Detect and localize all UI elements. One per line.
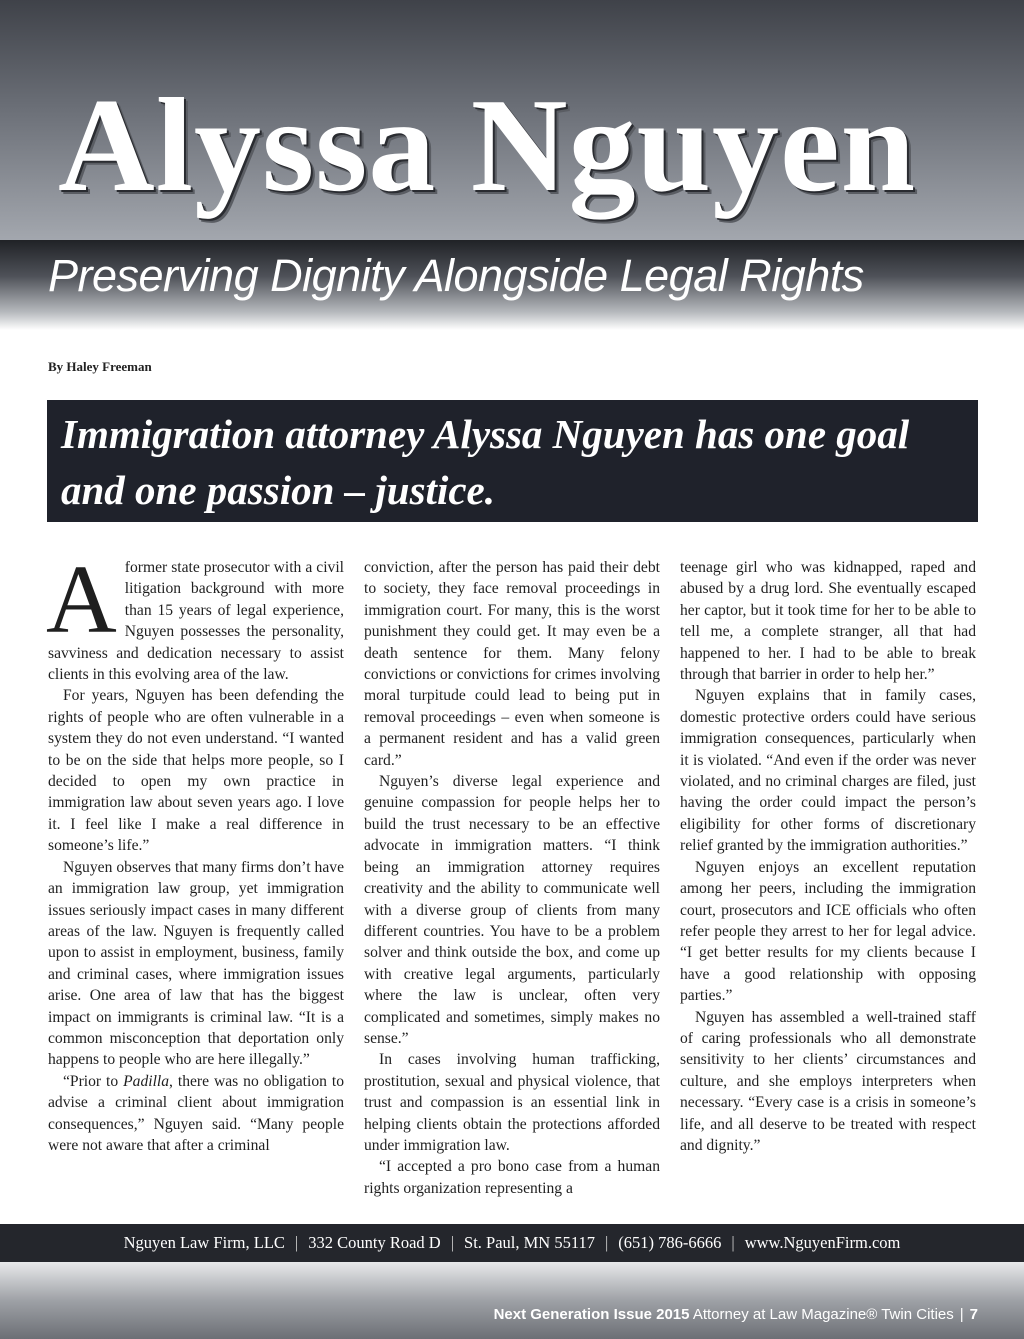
contact-footer — [0, 1224, 1024, 1262]
paragraph — [48, 1071, 344, 1157]
issue-name: Next Generation Issue 2015 — [493, 1306, 690, 1323]
firm-address: 332 County Road D — [308, 1233, 441, 1252]
firm-phone: (651) 786-6666 — [618, 1233, 722, 1252]
paragraph: conviction, after the person has paid their debt to society, they face removal proceedings in immigration court. For many, this is the worst punishment they could get. It may even be a death sentence for them. Many felony convictions or convictions for crimes involving moral turpitude could lead to being put in removal proceedings – even when someone is a permanent resident and has a valid green card.” — [364, 559, 660, 769]
paragraph: Nguyen enjoys an excellent reputation among her peers, including the immigration court, prosecutors and ICE officials who often refer people they arrest to her for legal advice. “I get better results for my clients because I have a good relationship with opposing parties.” — [680, 858, 976, 1005]
page-number: 7 — [969, 1306, 978, 1323]
paragraph: Nguyen observes that many firms don’t have an immigration law group, yet immigration issues seriously impact cases in many different areas of the law. Nguyen is frequently called upon to assist in employment, business, family and criminal cases, where immigration issues arise. One area of law that has the biggest impact on immigrants is criminal law. “It is a common misconception that deportation only happens to people who are here illegally.” — [48, 858, 344, 1069]
separator: | — [450, 1233, 455, 1252]
case-name: Padilla — [123, 1072, 170, 1090]
page-folio — [494, 1306, 978, 1323]
paragraph: teenage girl who was kidnapped, raped and abused by a drug lord. She eventually escaped her captor, but it took time for her to be able to tell me, a complete stranger, all that had happened to her. I had to be able to break through that barrier in order to help her.” — [680, 559, 976, 684]
paragraph: Nguyen’s diverse legal experience and genuine compassion for people helps her to build the trust necessary to be an effective advocate in immigration matters. “I think being an immigration attorney requires creativity and the ability to communicate well with a diverse group of clients from many different countries. You have to be a problem solver and think outside the box, and come up with creative legal arguments, particularly where the law is unclear, often very complicated and sometimes, simply makes no sense.” — [364, 773, 660, 1047]
separator: | — [294, 1233, 299, 1252]
paragraph — [46, 546, 344, 685]
article-body — [46, 546, 976, 1202]
footer-background — [0, 1262, 1024, 1339]
firm-website: www.NguyenFirm.com — [744, 1233, 901, 1252]
separator: | — [604, 1233, 609, 1252]
firm-city: St. Paul, MN 55117 — [464, 1233, 595, 1252]
paragraph-text: former state prosecutor with a civil litigation background with more than 15 years of legal experience, Nguyen possesses the personality, savviness and dedication necessary to assist clients in this evolving area of the law. — [48, 559, 344, 684]
column-3 — [680, 557, 976, 1202]
paragraph: “I accepted a pro bono case from a human rights organization representing a — [364, 1158, 660, 1197]
separator: | — [731, 1233, 735, 1252]
paragraph: In cases involving human trafficking, prostitution, sexual and physical violence, that trust and compassion is an essential link in helping clients obtain the protections afforded under immigration law. — [364, 1051, 660, 1154]
article-title: Alyssa Nguyen — [58, 71, 917, 219]
column-2 — [364, 557, 660, 1202]
column-1 — [46, 546, 345, 1202]
byline: By Haley Freeman — [48, 359, 152, 374]
paragraph-text: , there was no obligation to advise a criminal client about immigration consequences,” Nguyen said. “Many people were not aware that after a criminal — [48, 1072, 345, 1154]
pull-quote-text: Immigration attorney Alyssa Nguyen has one goal and one passion – justice. — [61, 411, 910, 513]
magazine-name: Attorney at Law Magazine® Twin Cities — [692, 1306, 954, 1323]
pull-quote-box — [47, 400, 978, 522]
drop-cap: A — [46, 546, 117, 654]
firm-name: Nguyen Law Firm, LLC — [123, 1233, 285, 1252]
paragraph-text: “Prior to — [63, 1072, 124, 1090]
paragraph: Nguyen has assembled a well-trained staff of caring professionals who all demonstrate sensitivity to her clients’ circumstances and culture, and she employs interpreters when necessary. “Every case is a crisis in someone’s life, and all deserve to be treated with respect and dignity.” — [680, 1008, 976, 1154]
paragraph: For years, Nguyen has been defending the rights of people who are often vulnerable in a system they do not even understand. “I wanted to be on the side that helps more people, so I decided to open my own practice in immigration law about seven years ago. I love it. I feel like I make a real difference in someone’s life.” — [48, 687, 344, 855]
paragraph: Nguyen explains that in family cases, domestic protective orders could have serious immigration consequences, particularly when it is violated. “And even if the order was never violated, and no criminal charges are filed, just having the order could impact the person’s eligibility for other forms of discretionary relief granted by the immigration authorities.” — [680, 687, 976, 855]
article-subtitle: Preserving Dignity Alongside Legal Rights — [48, 250, 864, 301]
separator: | — [959, 1306, 964, 1323]
